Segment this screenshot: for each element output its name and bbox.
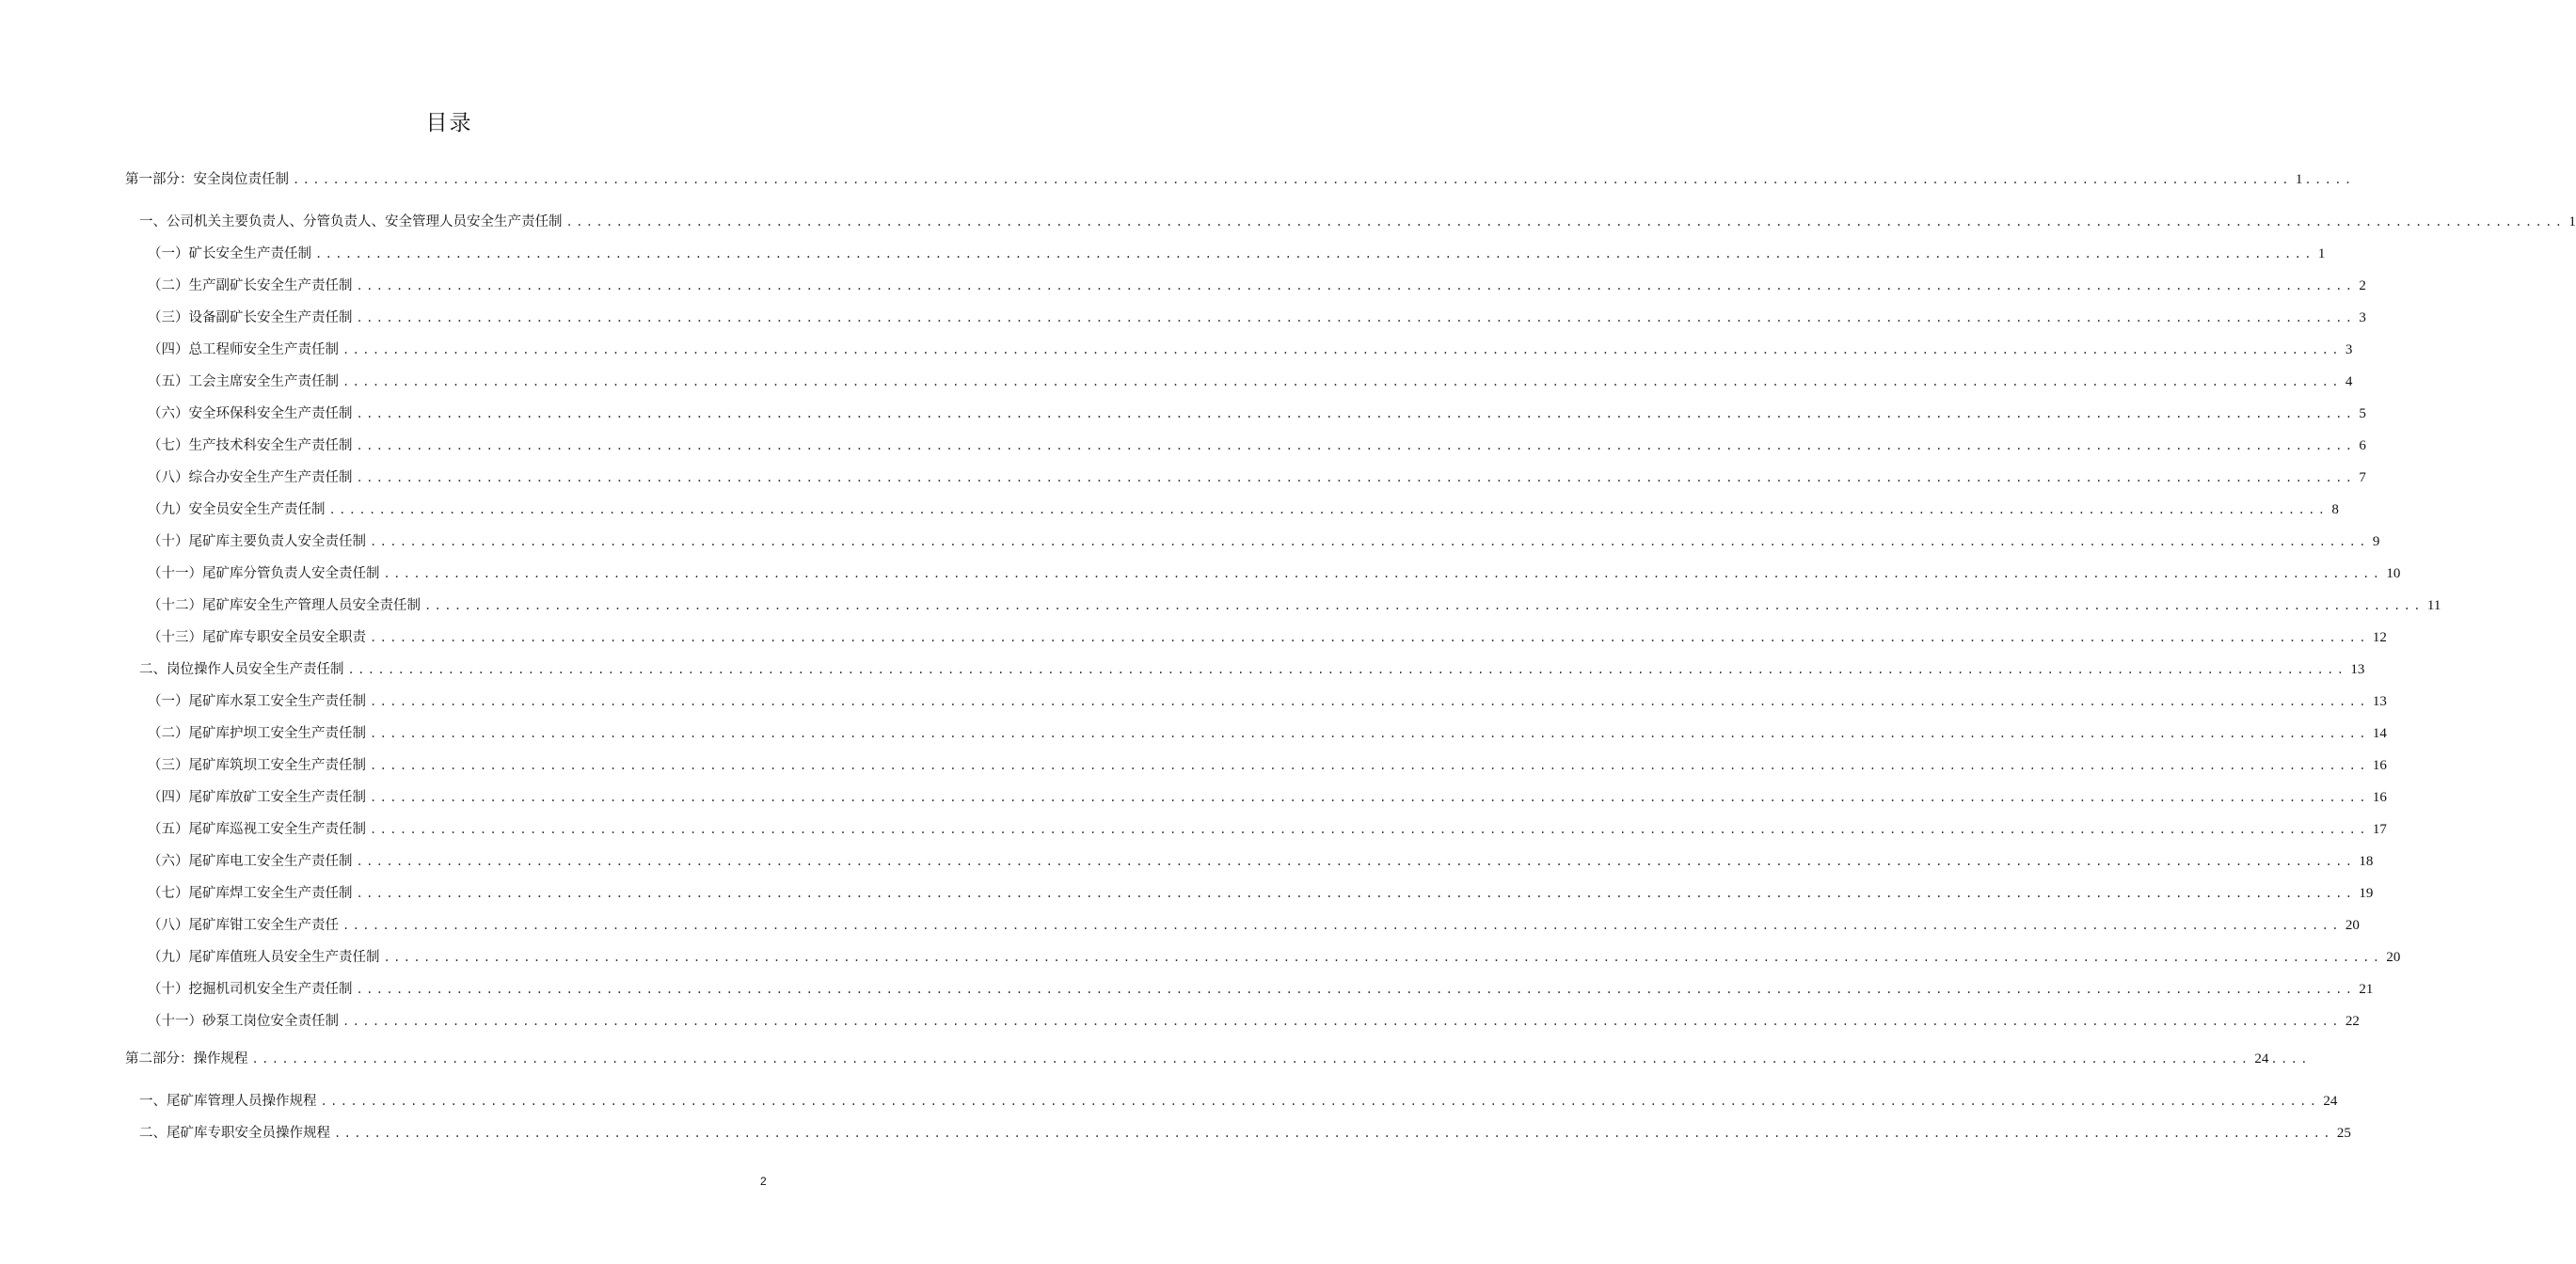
toc-entry[interactable] bbox=[148, 308, 2366, 327]
toc-dot-leader: ........................................................................................................................................................................................................ bbox=[320, 1095, 2320, 1108]
toc-dot-leader: ........................................................................................................................................................................................................ bbox=[342, 375, 2342, 388]
toc-entry-page: 1 bbox=[2317, 246, 2326, 261]
toc-entry-page: 11 bbox=[2426, 598, 2441, 613]
toc-entry[interactable] bbox=[148, 884, 2374, 903]
toc-entry[interactable] bbox=[148, 245, 2326, 263]
toc-entry-label: （四）尾矿库放矿工安全生产责任制 bbox=[148, 790, 366, 805]
toc-entry[interactable] bbox=[148, 340, 2353, 359]
toc-entry-label: （一）矿长安全生产责任制 bbox=[148, 246, 311, 261]
toc-entry-page: 19 bbox=[2359, 886, 2374, 901]
toc-entry[interactable] bbox=[148, 468, 2366, 487]
toc-entry-page: 1 bbox=[2295, 172, 2303, 187]
toc-entry-label: （十一）砂泵工岗位安全责任制 bbox=[148, 1014, 339, 1029]
toc-entry[interactable] bbox=[148, 948, 2401, 967]
toc-entry-page: 5 bbox=[2359, 406, 2366, 421]
toc-entry-page: 1 bbox=[2568, 214, 2576, 229]
toc-entry-page: 3 bbox=[2359, 310, 2366, 325]
toc-dot-leader: ........................................................................................................................................................................................................ bbox=[370, 791, 2369, 804]
toc-entry[interactable] bbox=[139, 1092, 2338, 1111]
toc-dot-leader: ........................................................................................................................................................................................................ bbox=[293, 173, 2292, 186]
page-number: 2 bbox=[760, 1175, 767, 1188]
toc-entry-page: 6 bbox=[2359, 438, 2366, 453]
toc-entry[interactable] bbox=[148, 500, 2339, 519]
toc-dot-leader: ........................................................................................................................................................................................................ bbox=[356, 407, 2356, 420]
toc-entry-label: 二、尾矿库专职安全员操作规程 bbox=[139, 1126, 330, 1141]
toc-dot-leader: ........................................................................................................................................................................................................ bbox=[370, 631, 2369, 644]
toc-entry-page: 9 bbox=[2372, 534, 2380, 549]
toc-dot-leader: ........................................................................................................................................................................................................ bbox=[342, 343, 2342, 356]
toc-entry[interactable] bbox=[148, 436, 2366, 455]
toc-entry-label: （二）生产副矿长安全生产责任制 bbox=[148, 278, 353, 293]
toc-entry-label: 二、岗位操作人员安全生产责任制 bbox=[139, 662, 344, 677]
page-title: 目录 bbox=[425, 111, 473, 135]
toc-entry-label: （一）尾矿库水泵工安全生产责任制 bbox=[148, 694, 366, 709]
toc-entry-label: （五）工会主席安全生产责任制 bbox=[148, 374, 339, 389]
toc-entry-page: 10 bbox=[2386, 566, 2401, 581]
toc-entry-label: （五）尾矿库巡视工安全生产责任制 bbox=[148, 822, 366, 837]
toc-entry-page: 13 bbox=[2372, 694, 2387, 709]
toc-entry[interactable] bbox=[148, 564, 2401, 583]
toc-entry-page: 4 bbox=[2345, 374, 2353, 389]
toc-entry[interactable] bbox=[148, 692, 2387, 711]
toc-entry[interactable] bbox=[125, 170, 2355, 189]
toc-entry-label: （八）尾矿库钳工安全生产责任 bbox=[148, 918, 339, 933]
toc-dot-leader: ........................................................................................................................................................................................................ bbox=[347, 663, 2347, 676]
toc-entry-label: （十）尾矿库主要负责人安全责任制 bbox=[148, 534, 366, 549]
toc-entry-label: （四）总工程师安全生产责任制 bbox=[148, 342, 339, 357]
toc-entry-label: （七）尾矿库焊工安全生产责任制 bbox=[148, 886, 353, 901]
toc-entry-label: （三）设备副矿长安全生产责任制 bbox=[148, 310, 353, 325]
toc-entry[interactable] bbox=[148, 1012, 2360, 1031]
toc-dot-leader: ........................................................................................................................................................................................................ bbox=[383, 951, 2383, 964]
toc-entry-label: （九）尾矿库值班人员安全生产责任制 bbox=[148, 950, 380, 965]
toc-dot-leader: ........................................................................................................................................................................................................ bbox=[370, 535, 2369, 548]
toc-entry-label: 一、公司机关主要负责人、分管负责人、安全管理人员安全生产责任制 bbox=[139, 214, 563, 229]
toc-dot-leader: ........................................................................................................................................................................................................ bbox=[334, 1127, 2333, 1140]
toc-entry[interactable] bbox=[148, 980, 2374, 999]
toc-entry-page: 7 bbox=[2359, 470, 2366, 485]
toc-entry-label: （九）安全员安全生产责任制 bbox=[148, 502, 326, 517]
toc-dot-leader: ........................................................................................................................................................................................................ bbox=[370, 695, 2369, 708]
toc-entry-page: 16 bbox=[2372, 758, 2387, 773]
toc-entry-page: 18 bbox=[2359, 854, 2374, 869]
toc-entry-page: 25 bbox=[2336, 1126, 2351, 1141]
toc-entry[interactable] bbox=[148, 596, 2441, 615]
toc-dot-leader: ........................................................................................................................................................................................................ bbox=[383, 567, 2383, 580]
toc-dot-leader: ........................................................................................................................................................................................................ bbox=[356, 887, 2356, 900]
toc-dot-leader: ........................................................................................................................................................................................................ bbox=[356, 279, 2356, 292]
toc-entry[interactable] bbox=[148, 276, 2366, 295]
toc-entry[interactable] bbox=[148, 756, 2387, 775]
toc-dot-leader: ........................................................................................................................................................................................................ bbox=[342, 919, 2342, 932]
toc-entry-label: 第二部分：操作规程 bbox=[125, 1051, 248, 1066]
toc-dot-leader: ........................................................................................................................................................................................................ bbox=[370, 759, 2369, 772]
toc-entry[interactable] bbox=[148, 788, 2387, 807]
toc-entry-label: （十）挖掘机司机安全生产责任制 bbox=[148, 982, 353, 997]
toc-entry[interactable] bbox=[148, 820, 2387, 839]
toc-entry[interactable] bbox=[139, 213, 2576, 231]
toc-entry-page: 13 bbox=[2350, 662, 2365, 677]
toc-entry-page: 3 bbox=[2345, 342, 2353, 357]
toc-entry-label: （六）尾矿库电工安全生产责任制 bbox=[148, 854, 353, 869]
toc-dot-leader: ........................................................................................................................................................................................................ bbox=[565, 215, 2566, 229]
toc-entry-page: 14 bbox=[2372, 726, 2387, 741]
toc-entry-label: （八）综合办安全生产生产责任制 bbox=[148, 470, 353, 485]
toc-entry[interactable] bbox=[148, 724, 2387, 743]
toc-entry-tail: .... bbox=[2270, 1052, 2311, 1066]
toc-entry-page: 2 bbox=[2359, 278, 2366, 293]
toc-entry-label: 一、尾矿库管理人员操作规程 bbox=[139, 1094, 317, 1109]
toc-entry-label: 第一部分：安全岗位责任制 bbox=[125, 172, 289, 187]
toc-dot-leader: ........................................................................................................................................................................................................ bbox=[370, 823, 2369, 836]
toc-entry[interactable] bbox=[148, 372, 2353, 391]
toc-dot-leader: ........................................................................................................................................................................................................ bbox=[356, 311, 2356, 324]
toc-entry-page: 12 bbox=[2372, 630, 2387, 645]
toc-dot-leader: ........................................................................................................................................................................................................ bbox=[370, 727, 2369, 740]
toc-dot-leader: ........................................................................................................................................................................................................ bbox=[356, 439, 2356, 452]
toc-entry-page: 8 bbox=[2331, 502, 2339, 517]
toc-dot-leader: ........................................................................................................................................................................................................ bbox=[315, 247, 2314, 261]
toc-dot-leader: ........................................................................................................................................................................................................ bbox=[328, 503, 2329, 516]
toc-entry[interactable] bbox=[139, 660, 2365, 679]
toc-entry-page: 22 bbox=[2345, 1014, 2360, 1029]
toc-entry[interactable] bbox=[148, 628, 2387, 647]
toc-dot-leader: ........................................................................................................................................................................................................ bbox=[356, 855, 2356, 868]
toc-entry-page: 24 bbox=[2254, 1051, 2269, 1066]
toc-entry[interactable] bbox=[139, 1124, 2351, 1143]
toc-dot-leader: ........................................................................................................................................................................................................ bbox=[356, 471, 2356, 484]
toc-entry-label: （十三）尾矿库专职安全员安全职责 bbox=[148, 630, 366, 645]
toc-entry-label: （六）安全环保科安全生产责任制 bbox=[148, 406, 353, 421]
toc-entry[interactable] bbox=[148, 532, 2380, 551]
toc-dot-leader: ........................................................................................................................................................................................................ bbox=[251, 1052, 2251, 1066]
toc-dot-leader: ........................................................................................................................................................................................................ bbox=[342, 1015, 2342, 1028]
toc-entry-page: 21 bbox=[2359, 982, 2374, 997]
toc-dot-leader: ........................................................................................................................................................................................................ bbox=[424, 599, 2424, 612]
toc-entry-label: （七）生产技术科安全生产责任制 bbox=[148, 438, 353, 453]
toc-entry[interactable] bbox=[125, 1050, 2311, 1068]
toc-entry[interactable] bbox=[148, 404, 2366, 423]
toc-entry-page: 24 bbox=[2323, 1094, 2338, 1109]
toc-entry-label: （十一）尾矿库分管负责人安全责任制 bbox=[148, 566, 380, 581]
toc-entry[interactable] bbox=[148, 852, 2374, 871]
toc-entry-label: （二）尾矿库护坝工安全生产责任制 bbox=[148, 726, 366, 741]
toc-entry-label: （十二）尾矿库安全生产管理人员安全责任制 bbox=[148, 598, 421, 613]
toc-entry-tail: ..... bbox=[2304, 173, 2355, 186]
toc-entry-page: 20 bbox=[2345, 918, 2360, 933]
toc-entry-label: （三）尾矿库筑坝工安全生产责任制 bbox=[148, 758, 366, 773]
toc-entry[interactable] bbox=[148, 916, 2360, 935]
toc-entry-page: 20 bbox=[2386, 950, 2401, 965]
toc-entry-page: 16 bbox=[2372, 790, 2387, 805]
toc-entry-page: 17 bbox=[2372, 822, 2387, 837]
toc-dot-leader: ........................................................................................................................................................................................................ bbox=[356, 983, 2356, 996]
